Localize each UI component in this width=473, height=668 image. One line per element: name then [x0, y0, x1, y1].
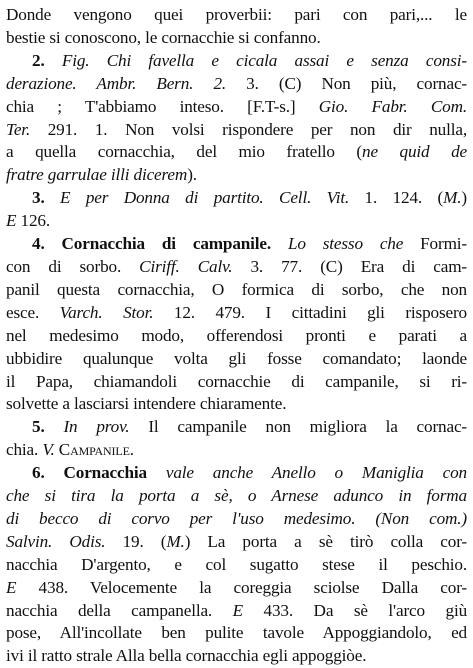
text-segment: ) — [461, 188, 467, 208]
text-segment: solvette a lasciarsi intendere chiaramente. — [6, 394, 287, 414]
text-segment: bestie si conoscono, le cornacchie si confanno. — [6, 27, 321, 47]
text-segment: 291. 1. Non volsi rispondere per non dir nulla, — [30, 119, 467, 139]
text-line — [6, 164, 467, 187]
text-segment: nacchia D'argento, e col sugatto stese il peschio. — [6, 554, 467, 574]
text-line — [6, 371, 467, 394]
text-segment: ubbidire qualunque volta gli fosse comandato; laonde — [6, 348, 467, 368]
text-line — [6, 279, 467, 302]
text-line — [6, 4, 467, 27]
text-segment: E — [232, 600, 243, 620]
text-line — [6, 187, 467, 210]
text-line — [6, 577, 467, 600]
text-segment: E — [6, 577, 17, 597]
text-segment: Campanile — [54, 440, 130, 460]
text-segment: 19. ( — [105, 531, 167, 551]
entry-text-body — [6, 4, 467, 668]
text-segment: a quella cornacchia, del mio fratello ( — [6, 142, 363, 162]
text-segment: il Papa, chiamandoli cornacchie di campanile, si ri- — [6, 371, 467, 391]
text-segment: pose, All'incollate ben pulite tavole Appoggiandolo, ed — [6, 623, 467, 643]
text-line — [6, 600, 467, 623]
text-segment: ). — [187, 165, 197, 185]
text-segment: 433. Da sè l'arco giù — [242, 600, 467, 620]
text-line — [6, 508, 467, 531]
text-segment: M. — [443, 188, 462, 208]
text-line — [6, 233, 467, 256]
text-segment: chia ; T'abbiamo inteso. [F.T-s.] — [6, 96, 319, 116]
text-segment: 6. Cornacchia — [32, 463, 166, 483]
text-segment: 3. — [32, 188, 61, 208]
text-segment: Gio. Fabr. Com. — [318, 96, 467, 116]
text-line — [6, 439, 467, 462]
text-segment: Ciriff. Calv. — [139, 256, 233, 276]
text-line — [6, 256, 467, 279]
text-segment: Lo stesso che — [287, 234, 404, 254]
text-line — [6, 393, 467, 416]
text-line — [6, 554, 467, 577]
text-segment: Donde vengono quei proverbii: pari con pari,... le — [6, 5, 467, 24]
text-line — [6, 645, 467, 668]
text-segment: con di sorbo. — [6, 256, 140, 276]
text-segment: 2. — [32, 50, 62, 70]
text-segment: 4. Cornacchia di campanile. — [32, 234, 288, 254]
text-segment: nacchia della campanella. — [6, 600, 233, 620]
text-segment: di becco di corvo per l'uso medesimo. (Non com.) — [6, 508, 467, 528]
text-line — [6, 485, 467, 508]
text-line — [6, 50, 467, 73]
text-segment: Salvin. Odis. — [6, 531, 106, 551]
text-segment: fratre garrulae illi dicerem — [6, 165, 188, 185]
text-segment: derazione. Ambr. Bern. 2. — [6, 73, 227, 93]
text-line — [6, 348, 467, 371]
text-line — [6, 302, 467, 325]
text-segment: M. — [166, 531, 185, 551]
text-segment: ivi il ratto strale Alla bella cornacchia egli appoggiòe. — [6, 646, 367, 666]
text-segment: 3. (C) Non più, cornac- — [226, 73, 467, 93]
text-line — [6, 119, 467, 142]
text-segment: E per Donna di partito. Cell. Vit. — [60, 188, 350, 208]
text-line — [6, 96, 467, 119]
text-line — [6, 210, 467, 233]
text-line — [6, 416, 467, 439]
text-segment: 12. 479. I cittadini gli risposero — [153, 302, 467, 322]
text-segment: che si tira la porta a sè, o Arnese adunco in forma — [6, 486, 467, 506]
text-segment: Fig. Chi favella e cicala assai e senza consi- — [61, 50, 467, 70]
text-segment: Varch. Stor. — [59, 302, 154, 322]
text-line — [6, 462, 467, 485]
text-segment: In prov. — [63, 417, 130, 437]
text-line — [6, 73, 467, 96]
text-segment: Il campanile non migliora la cornac- — [129, 417, 467, 437]
text-line — [6, 531, 467, 554]
text-segment: ne quid de — [362, 142, 467, 162]
text-segment: V. — [42, 440, 55, 460]
text-line — [6, 325, 467, 348]
text-segment: E — [6, 211, 17, 231]
text-segment: panil questa cornacchia, O formica di sorbo, che non — [6, 279, 467, 299]
text-segment: Formi- — [403, 234, 467, 254]
text-segment: 438. Velocemente la coreggia sciolse Dalla cor- — [16, 577, 467, 597]
text-segment: vale anche Anello o Maniglia con — [165, 463, 467, 483]
text-segment: chia. — [6, 440, 43, 460]
text-segment: 126. — [16, 211, 50, 231]
text-segment: esce. — [6, 302, 60, 322]
text-line — [6, 622, 467, 645]
text-segment: . — [129, 440, 134, 460]
text-segment: 1. 124. ( — [349, 188, 444, 208]
text-segment: Ter. — [6, 119, 31, 139]
text-segment: nel medesimo modo, offerendosi pronti e parati a — [6, 325, 467, 345]
text-segment: 5. — [32, 417, 64, 437]
text-segment: ) La porta a sè tirò colla cor- — [184, 531, 467, 551]
text-segment: 3. 77. (C) Era di cam- — [232, 256, 467, 276]
text-line — [6, 27, 467, 50]
text-line — [6, 141, 467, 164]
